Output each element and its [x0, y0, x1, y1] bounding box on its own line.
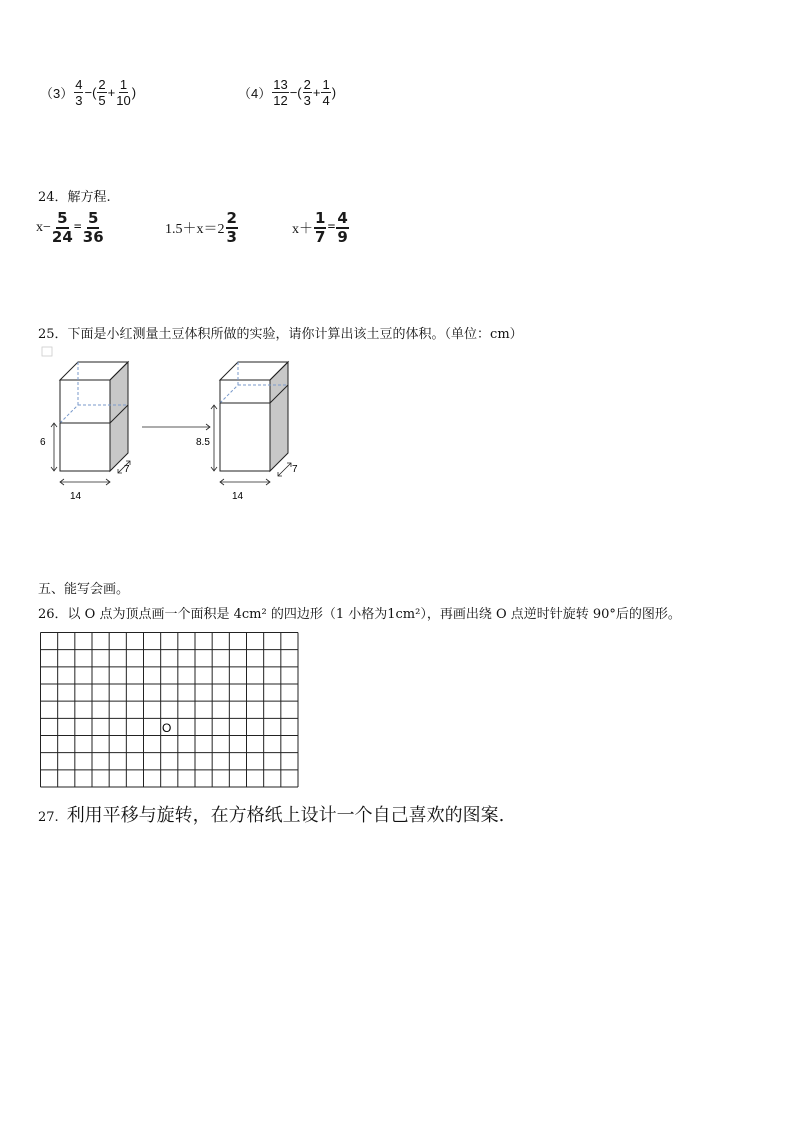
paren: ( [297, 85, 302, 100]
question-26-title: 26．以 O 点为顶点画一个面积是 4cm² 的四边形（1 小格为1cm²），再画出绕 O 点逆时针旋转 90°后的图形。 [38, 607, 681, 622]
equals-sign: = [327, 220, 336, 235]
fraction: $\frac{13}{12}$ [273, 77, 288, 108]
grid-lines [41, 633, 299, 788]
question-27-text: 利用平移与旋转，在方格纸上设计一个自己喜欢的图案. [66, 805, 505, 826]
question-27 [38, 801, 504, 827]
section-5-title: 五、能写会画。 [38, 582, 130, 597]
equals-sign: = [73, 220, 82, 235]
paren: ) [131, 85, 137, 100]
fraction: $\frac{2}{5}$ [98, 77, 106, 108]
equation-text: x− [36, 220, 51, 235]
fraction: $\frac{2}{3}$ [226, 209, 237, 246]
container-after [220, 362, 288, 471]
minus-sign: − [289, 85, 298, 100]
problem-4 [238, 78, 336, 107]
fraction: $\frac{4}{9}$ [337, 209, 348, 246]
paren: ( [92, 85, 97, 100]
problem-label: （3） [40, 86, 74, 101]
question-27-number: 27. [38, 810, 59, 825]
question-24-title: 24．解方程. [38, 190, 111, 205]
fraction: $\frac{2}{3}$ [303, 77, 311, 108]
height-label-after: 8.5 [196, 437, 210, 448]
equation-3 [292, 211, 350, 245]
width-label-after: 14 [232, 491, 244, 502]
equation-1 [36, 211, 105, 245]
grid-paper [40, 632, 299, 788]
problem-label: （4） [238, 86, 272, 101]
volume-experiment-diagram [30, 345, 330, 510]
container-before [60, 362, 128, 471]
question-25-title: 25．下面是小红测量土豆体积所做的实验，请你计算出该土豆的体积。（单位：cm） [38, 327, 523, 342]
height-label-before: 6 [40, 437, 46, 448]
fraction: $\frac{1}{4}$ [322, 77, 330, 108]
paren: ) [331, 85, 337, 100]
equation-text: x＋ [292, 222, 313, 237]
plus-sign: + [312, 85, 321, 100]
depth-label-before: 7 [124, 464, 130, 475]
equation-2 [165, 211, 239, 245]
depth-label-after: 7 [292, 464, 298, 475]
corner-mark [42, 347, 52, 356]
problem-3 [40, 78, 136, 107]
fraction: $\frac{5}{24}$ [51, 209, 73, 246]
fraction: $\frac{1}{7}$ [315, 209, 326, 246]
point-o-label: O [162, 721, 172, 735]
minus-sign: − [84, 85, 93, 100]
fraction: $\frac{1}{10}$ [116, 77, 131, 108]
equation-text: 1.5＋x＝2 [165, 222, 225, 237]
plus-sign: + [107, 85, 116, 100]
fraction: $\frac{4}{3}$ [75, 77, 83, 108]
fraction: $\frac{5}{36}$ [82, 209, 104, 246]
width-label-before: 14 [70, 491, 82, 502]
